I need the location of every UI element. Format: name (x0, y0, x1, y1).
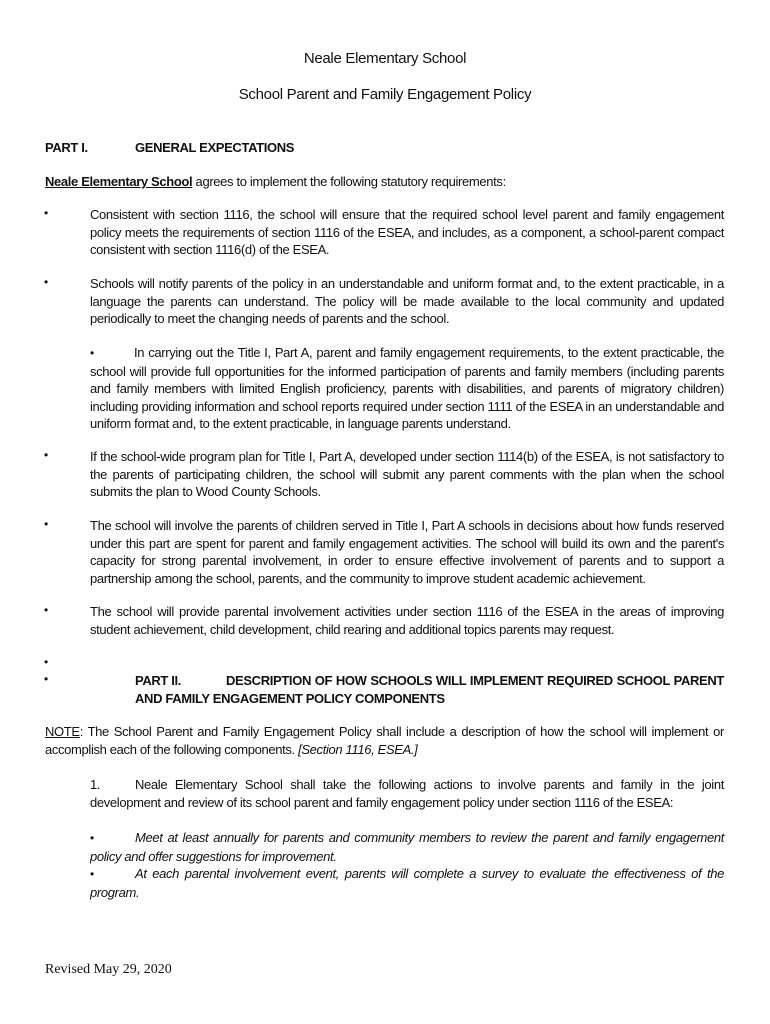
bullet-icon: • (44, 603, 49, 617)
requirement-item: The school will involve the parents of children served in Title I, Part A schools in decisions about how funds reserved under this part are spent for parent and family engagement activities. The school will build its own and the parent's capacity for strong parental involvement, in order to ensure effective involvement of parents and to support a partnership among the school, parents, and the community to improve student academic achievement. (90, 518, 724, 586)
requirement-item-text: In carrying out the Title I, Part A, parent and family engagement requirements, to the extent practicable, the school will provide full opportunities for the informed participation of parents and family members (including parents and family members with limited English proficiency, parents with disabilities, and parents of migratory children) including providing information and school reports required under section 1111 of the ESEA in an understandable and uniform format and, to the extent practicable, in language parents understand. (90, 345, 724, 431)
bullet-icon: • (44, 517, 49, 531)
note-label: NOTE (45, 724, 80, 739)
action-text: At each parental involvement event, parents will complete a survey to evaluate the effectiveness of the program. (90, 866, 724, 900)
requirement-item: Schools will notify parents of the policy in an understandable and uniform format and, to the extent practicable, in a language the parents can understand. The policy will be made available to the local community and updated periodically to meet the changing needs of parents and the school. (90, 276, 724, 326)
part2-heading: DESCRIPTION OF HOW SCHOOLS WILL IMPLEMENT REQUIRED SCHOOL PARENT AND FAMILY ENGAGEMENT POLICY COMPONENTS (135, 673, 724, 706)
part1-heading: GENERAL EXPECTATIONS (135, 140, 295, 155)
note-text: : The School Parent and Family Engagement Policy shall include a description of how the school will implement or accomplish each of the following components. (45, 724, 724, 757)
bullet-icon: • (90, 831, 94, 845)
bullet-icon: • (44, 672, 49, 686)
requirement-item: Consistent with section 1116, the school will ensure that the required school level parent and family engagement policy meets the requirements of section 1116 of the ESEA, and includes, as a component, a school-parent compact consistent with section 1116(d) of the ESEA. (90, 207, 724, 257)
part1-label: PART I. (45, 140, 88, 155)
action-item (90, 829, 724, 865)
part2-note (45, 723, 724, 758)
action-text: Meet at least annually for parents and community members to review the parent and family engagement policy and offer suggestions for improvement. (90, 830, 724, 864)
part2-label: PART II. (135, 673, 182, 688)
intro-school-name: Neale Elementary School (45, 174, 193, 189)
component-item-1 (90, 776, 724, 811)
bullet-icon: • (44, 206, 49, 220)
part1-intro (45, 173, 725, 191)
intro-text: agrees to implement the following statutory requirements: (192, 174, 506, 189)
revision-date: Revised May 29, 2020 (45, 962, 172, 977)
requirement-item-sub (90, 344, 724, 433)
bullet-icon: • (44, 655, 49, 669)
action-item (90, 865, 724, 901)
school-name-title: Neale Elementary School (303, 50, 467, 67)
bullet-icon: • (44, 448, 49, 462)
policy-title: School Parent and Family Engagement Policy (238, 86, 532, 103)
note-reference: [Section 1116, ESEA.] (298, 741, 418, 757)
requirement-item: The school will provide parental involvement activities under section 1116 of the ESEA in the areas of improving student achievement, child development, child rearing and additional topics parents may request. (90, 604, 724, 637)
bullet-icon: • (44, 275, 49, 289)
bullet-icon: • (90, 346, 94, 360)
bullet-icon: • (90, 867, 94, 881)
item-number: 1. (90, 777, 101, 792)
requirement-item: If the school-wide program plan for Title I, Part A, developed under section 1114(b) of the ESEA, is not satisfactory to the parents of participating children, the school will submit any parent comments with the plan when the school submits the plan to Wood County Schools. (90, 449, 724, 499)
item-text: Neale Elementary School shall take the following actions to involve parents and family in the joint development and review of its school parent and family engagement policy under section 1116 of the ESEA: (90, 777, 724, 810)
